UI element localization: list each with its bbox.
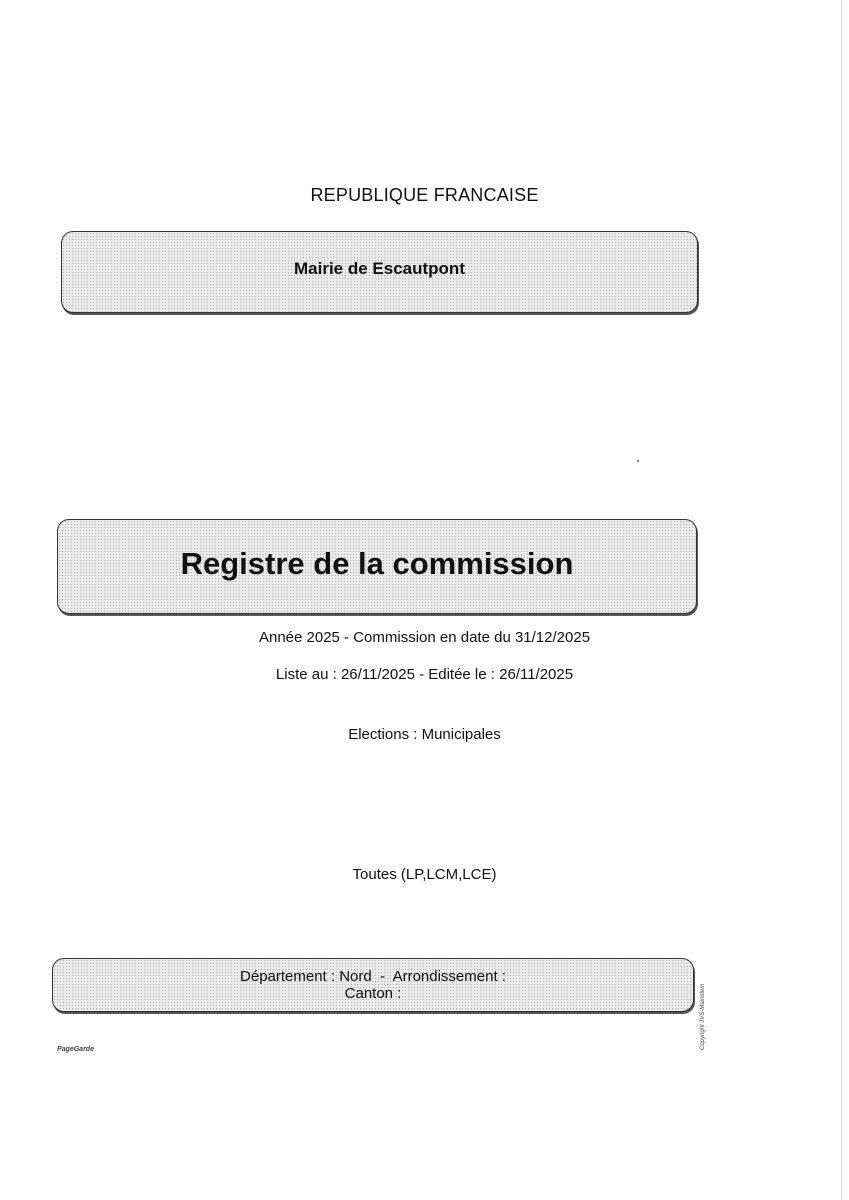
- title-box: [57, 519, 697, 614]
- document-title: Registre de la commission: [180, 545, 574, 581]
- scan-speck: [637, 460, 639, 462]
- list-date-line: Liste au : 26/11/2025 - Editée le : 26/11/2025: [275, 666, 574, 683]
- commission-date-line: Année 2025 - Commission en date du 31/12/2025: [258, 629, 591, 646]
- elections-line: Elections : Municipales: [348, 726, 501, 743]
- lists-scope-line: Toutes (LP,LCM,LCE): [352, 866, 497, 883]
- department-box: [52, 958, 694, 1012]
- mairie-name: Mairie de Escautpont: [294, 259, 465, 278]
- mairie-box: [61, 231, 698, 313]
- department-line: Département : Nord - Arrondissement :: [240, 968, 506, 985]
- canton-line: Canton :: [344, 985, 402, 1002]
- page-code: PageGarde: [57, 1046, 94, 1053]
- copyright-note: Copyright JVS-Mairistem: [700, 983, 706, 1050]
- scan-edge-line: [841, 0, 842, 1200]
- country-heading: REPUBLIQUE FRANCAISE: [310, 185, 539, 205]
